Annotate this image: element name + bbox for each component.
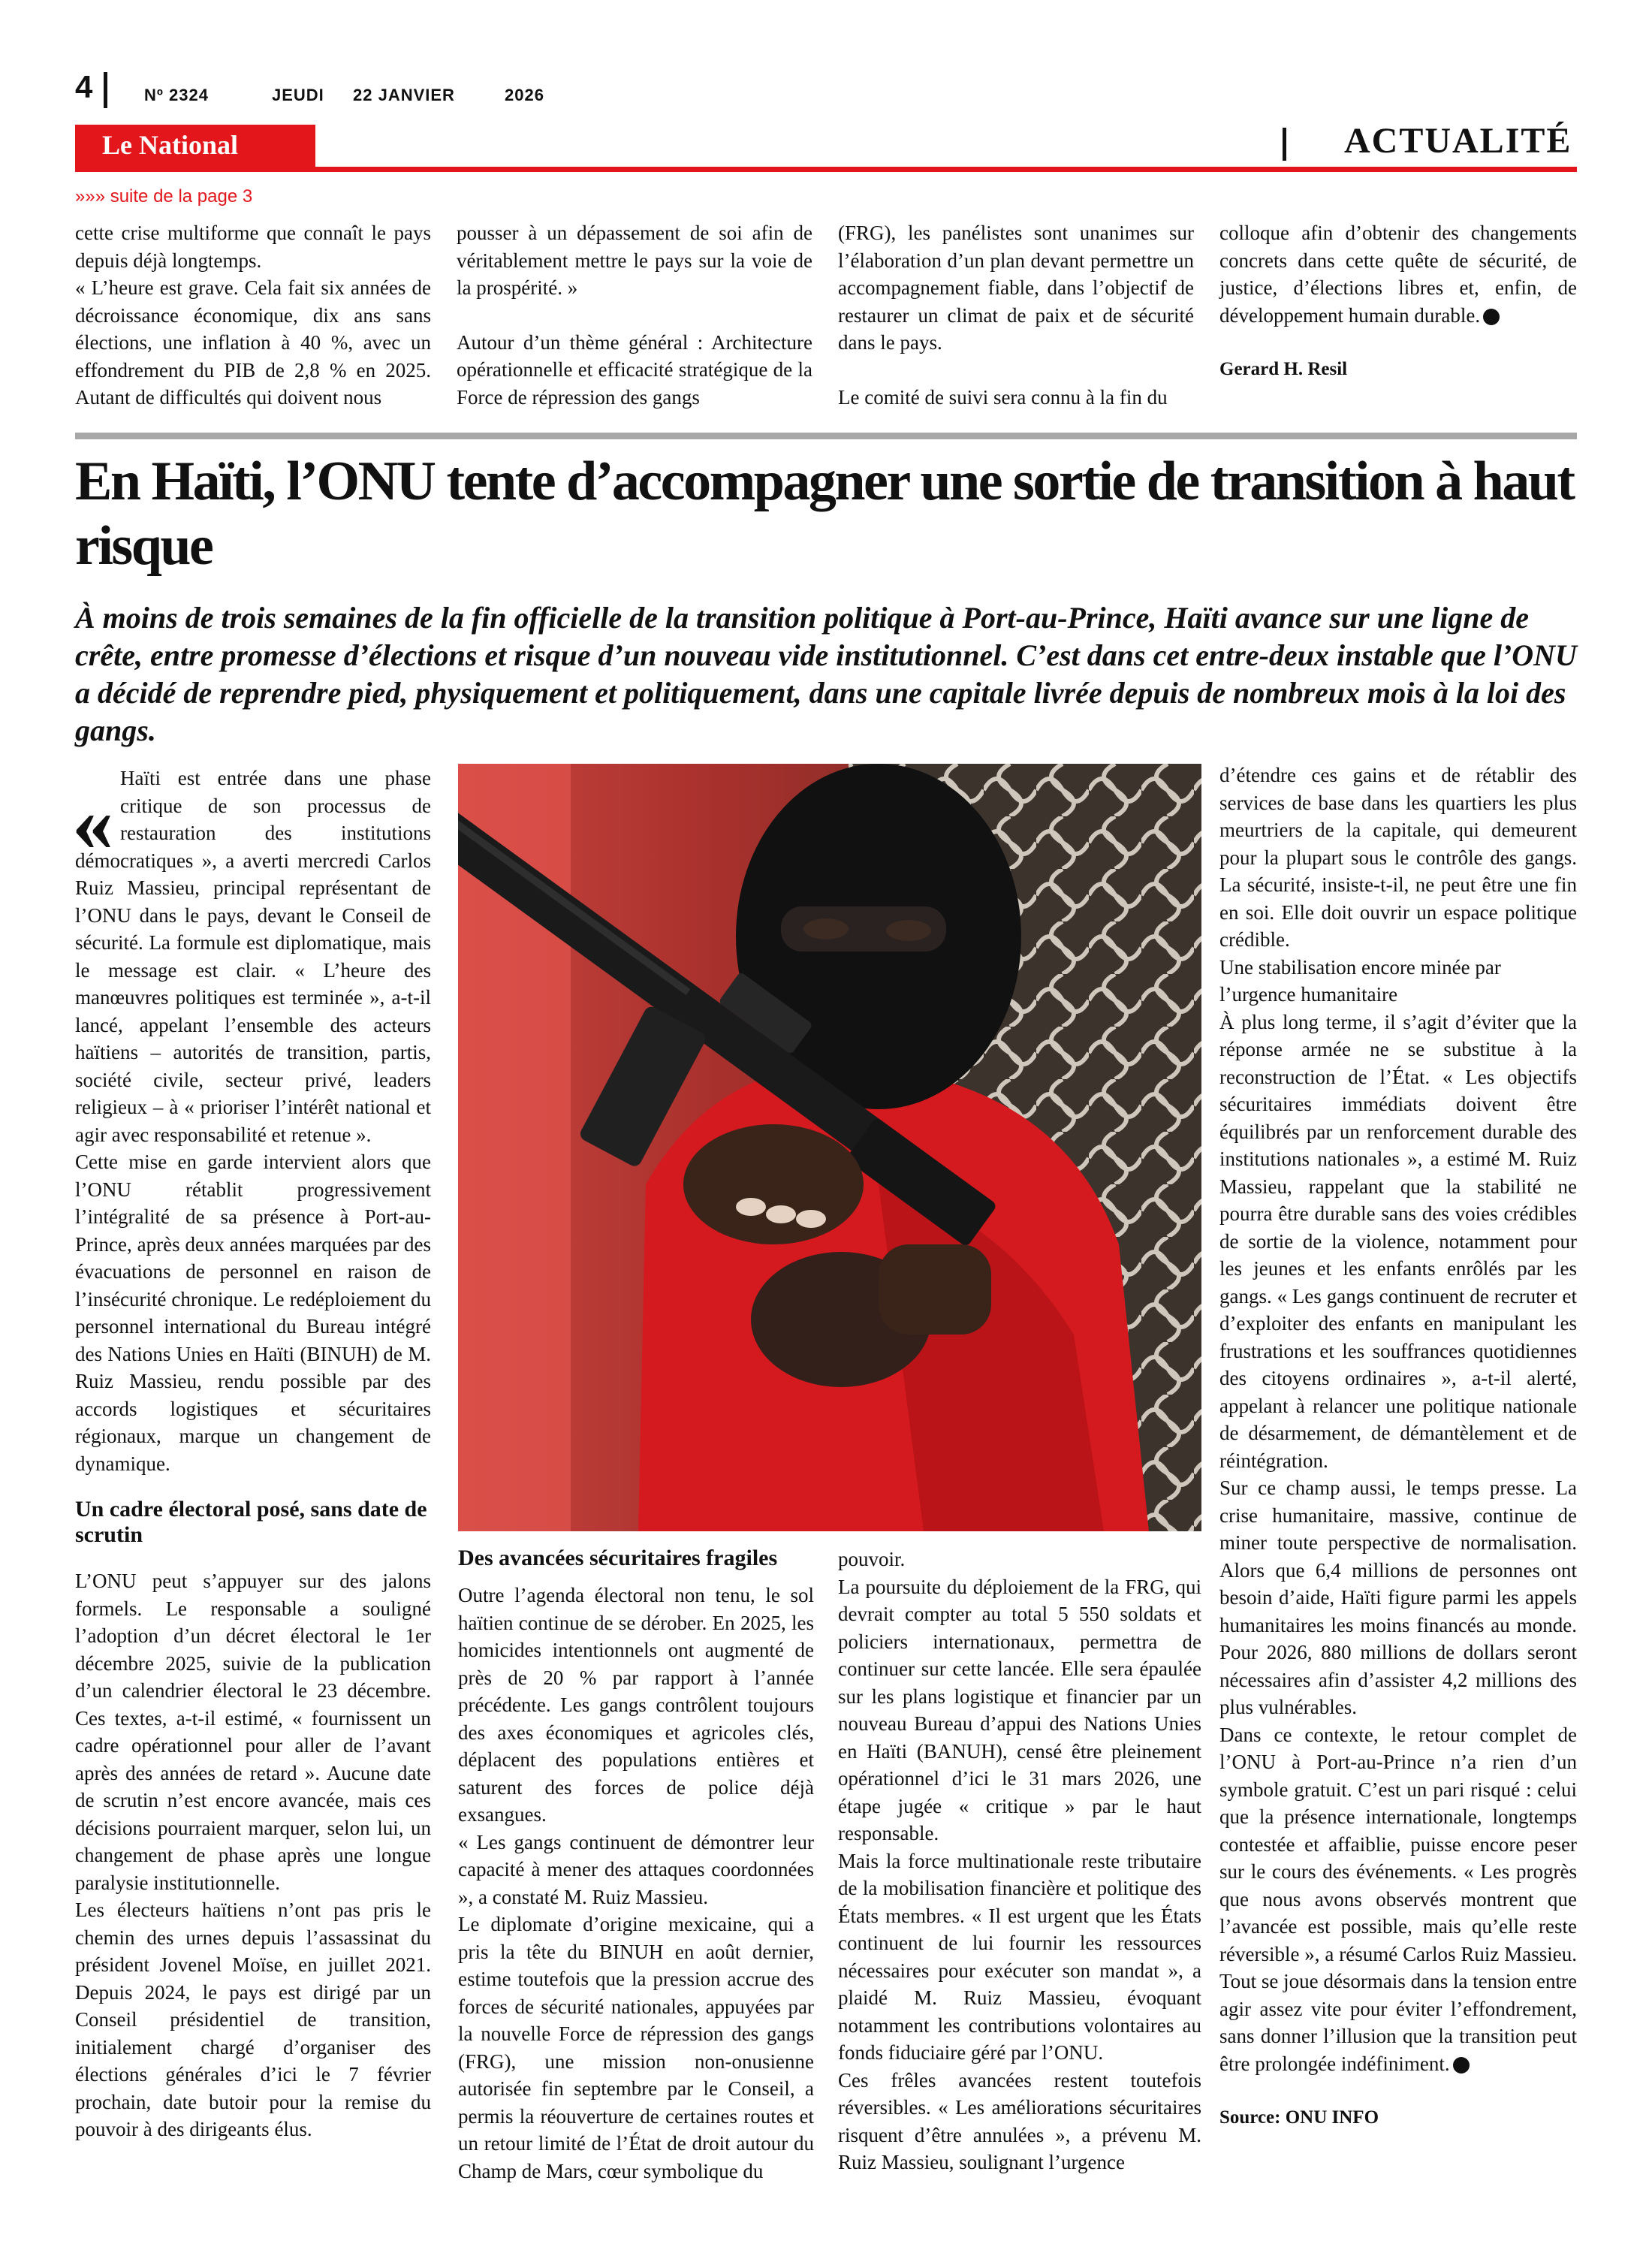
paragraph: colloque afin d’obtenir des changements concrets dans cette quête de sécurité, de justice, d’élections libres et, enfin, de développement humain durable. [1219,222,1577,327]
paragraph: Autour d’un thème général : Architecture opérationnelle et efficacité stratégique de la Force de répression des gangs [457,330,812,409]
page-number-divider [104,72,107,108]
paragraph: cette crise multiforme que connaît le pays depuis déjà longtemps. [75,222,431,272]
paragraph: Cette mise en garde intervient alors que l’ONU rétablit progressivement l’intégralité de sa présence à Port-au-Prince, après deux années marquées par des évacuations de personnel en raison de l’insécurité chronique. Le redéploiement du personnel international du Bureau intégré des Nations Unies en Haïti (BINUH) de M. Ruiz Massieu, rendu possible par des accords logistiques et sécuritaires régionaux, marque un changement de dynamique. [75,1151,431,1475]
paragraph: (FRG), les panélistes sont unanimes sur l’élaboration d’un plan devant permettre un accompagnement fiable, dans l’objectif de restaurer un climat de paix et de sécurité dans le pays. [838,222,1194,354]
paragraph: Sur ce champ aussi, le temps presse. La crise humanitaire, massive, continue de miner toute perspective de normalisation. Alors que 6,4 millions de personnes ont besoin d’aide, Haïti figure parmi les appels humanitaires les moins financés au monde. Pour 2026, 880 millions de dollars seront nécessaires afin d’assister 4,2 millions des plus vulnérables. [1219,1476,1577,1718]
prev-article-col-2 [457,219,812,411]
article-lede: À moins de trois semaines de la fin officielle de la transition politique à Port-au-Prince, Haïti avance sur une ligne de crête, entre promesse d’élections et risque d’un nouveau vide institutionnel. C’est dans cet entre-deux instable que l’ONU a décidé de reprendre pied, physiquement et politiquement, dans une capitale livrée depuis de nombreux mois à la loi des gangs. [75,601,1577,747]
paragraph: À plus long terme, il s’agit d’éviter que la réponse armée ne se substitue à la reconstruction de l’État. « Les objectifs sécuritaires immédiats doivent être équilibrés par un renforcement durable des institutions nationales », a estimé M. Ruiz Massieu, rappelant que la stabilité ne pourra être durable sans des voies crédibles de sortie de la violence, notamment pour les jeunes et les enfants enrôlés par les gangs. « Les gangs continuent de recruter et d’exploiter des enfants en manipulant les frustrations et les souffrances quotidiennes des citoyens ordinaires », a-t-il alerté, appelant à relancer une politique nationale de désarmement, de démantèlement et de réintégration. [1219,1010,1577,1472]
end-mark-icon [1453,2057,1470,2074]
paragraph: L’ONU peut s’appuyer sur des jalons formels. Le responsable a souligné l’adoption d’un décret électoral le 1er décembre 2025, suivie de la publication d’un calendrier électoral le 23 décembre. Ces textes, a-t-il estimé, « fournissent un cadre opérationnel pour aller de l’avant après des années de retard ». Aucune date de scrutin n’est encore avancée, mais ces décisions pourraient marquer, selon lui, un changement de phase après une longue paralysie institutionnelle. [75,1570,431,1894]
source-credit: Source: ONU INFO [1219,2107,1379,2128]
article-col-3 [838,1546,1201,2176]
prev-article-col-3 [838,219,1194,411]
paragraph: Ces frêles avancées restent toutefois réversibles. « Les améliorations sécuritaires risquent d’être annulées », a prévenu M. Ruiz Massieu, soulignant l’urgence [838,2068,1201,2173]
article-col-4 [1219,762,1577,2132]
inline-subheading: Une stabilisation encore minée par l’urgence humanitaire [1219,955,1501,1006]
paragraph: Le comité de suivi sera connu à la fin du [838,385,1168,409]
weekday: JEUDI [272,86,324,104]
section-divider [1283,128,1286,161]
paragraph: Haïti est entrée dans une phase critique de son processus de restauration des institutions démocratiques », a averti mercredi Carlos Ruiz Massieu, principal représentant de l’ONU dans le pays, devant le Conseil de sécurité. La formule est diplomatique, mais le message est clair. « L’heure des manœuvres politiques est terminée », a-t-il lancé, appelant l’ensemble des acteurs haïtiens – autorités de transition, partis, société civile, secteur privé, leaders religieux – à « prioriser l’intérêt national et agir avec responsabilité et retenue ». [75,765,431,1148]
author-byline: Gerard H. Resil [1219,359,1348,379]
article-separator [75,433,1577,439]
brand-name: Le National [102,130,239,160]
article-col-2 [458,1546,814,2185]
header-rule [75,167,1577,172]
issue-number: Nº 2324 [144,86,209,104]
page-number: 4 [75,69,93,104]
article-col-1 [75,765,431,2143]
paragraph: Outre l’agenda électoral non tenu, le sol haïtien continue de se dérober. En 2025, les homicides intentionnels ont augmenté de près de 20 % par rapport à l’année précédente. Les gangs contrôlent toujours des axes économiques et agricoles clés, déplacent des populations entières et saturent des forces de police déjà exsangues. [458,1584,814,1826]
prev-article-col-1 [75,219,431,412]
paragraph: Les électeurs haïtiens n’ont pas pris le chemin des urnes depuis l’assassinat du président Jovenel Moïse, en juillet 2021. Depuis 2024, le pays est dirigé par un Conseil présidentiel de transition, initialement chargé d’organiser des élections générales d’ici le 7 février prochain, date butoir pour la remise du pouvoir à des dirigeants élus. [75,1899,431,2140]
subheading: Un cadre électoral posé, sans date de scrutin [75,1497,427,1547]
paragraph: « Les gangs continuent de démontrer leur capacité à mener des attaques coordonnées », a constaté M. Ruiz Massieu. [458,1830,814,1908]
paragraph: Mais la force multinationale reste tributaire de la mobilisation financière et politique des États membres. « Il est urgent que les États continuent de lui fournir les ressources nécessaires pour exécuter son mandat », a plaidé M. Ruiz Massieu, évoquant notamment les contributions volontaires au fonds fiduciaire géré par l’ONU. [838,1849,1201,2064]
continued-from-link[interactable]: »»» suite de la page 3 [75,186,253,207]
prev-article-col-4 [1219,219,1577,384]
section-title: ACTUALITÉ [1344,121,1572,161]
article-headline: En Haïti, l’ONU tente d’accompagner une sortie de transition à haut risque [75,451,1574,577]
quote-mark-icon: « [72,777,113,868]
paragraph: Dans ce contexte, le retour complet de l’ONU à Port-au-Prince n’a rien d’un symbole gratuit. C’est un pari risqué : celui que la présence internationale, longtemps contestée et affaiblie, puisse encore peser sur le cours des événements. « Les progrès que nous avons observés montrent que l’avancée est possible, mais qu’elle reste réversible », a résumé Carlos Ruiz Massieu. Tout se joue désormais dans la tension entre agir assez vite pour éviter l’effondrement, sans donner l’illusion que la transition peut être prolongée indéfiniment. [1219,1723,1577,2075]
end-mark-icon [1483,309,1500,325]
paragraph: Le diplomate d’origine mexicaine, qui a pris la tête du BINUH en août dernier, estime toutefois que la pression accrue des forces de sécurité nationales, appuyées par la nouvelle Force de répression des gangs (FRG), une mission non-onusienne autorisée fin septembre par le Conseil, a permis la réouverture de certaines routes et un retour limité de l’État de droit autour du Champ de Mars, cœur symbolique du [458,1913,814,2182]
year: 2026 [505,86,544,104]
paragraph: « L’heure est grave. Cela fait six années de décroissance économique, dix ans sans élections, une inflation à 40 %, avec un effondrement du PIB de 2,8 % en 2025. Autant de difficultés qui doivent nous [75,276,431,409]
drop-cap-space [75,765,120,825]
paragraph: d’étendre ces gains et de rétablir des services de base dans les quartiers les plus meurtriers de la capitale, qui demeurent pour la plupart sous le contrôle des gangs. La sécurité, insiste-t-il, ne peut être une fin en soi. Elle doit ouvrir un espace politique crédible. [1219,764,1577,951]
paragraph: pousser à un dépassement de soi afin de véritablement mettre le pays sur la voie de la prospérité. » [457,222,812,299]
paragraph: La poursuite du déploiement de la FRG, qui devrait compter au total 5 550 soldats et policiers internationaux, permettra de continuer sur cette lancée. Elle sera épaulée sur les plans logistique et financier par un nouveau Bureau d’appui des Nations Unies en Haïti (BANUH), censé être pleinement opérationnel d’ici le 31 mars 2026, une étape jugée « critique » par le haut responsable. [838,1575,1201,1844]
paragraph: pouvoir. [838,1548,906,1570]
subheading: Des avancées sécuritaires fragiles [458,1546,778,1570]
date: 22 JANVIER [353,86,455,104]
article-photo [458,764,1201,1531]
photo-gunman-illustration [458,764,1201,1531]
